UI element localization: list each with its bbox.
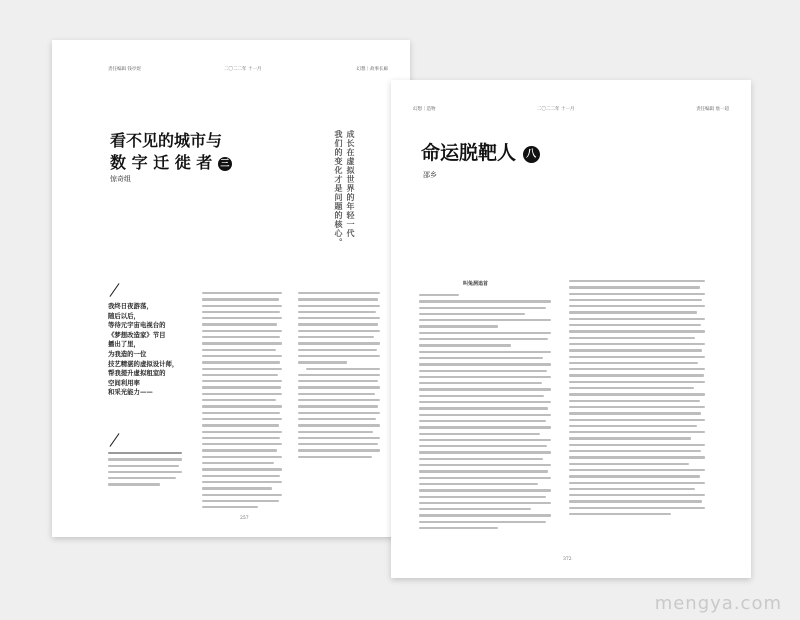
- pull-quote-line: 播出了里，: [108, 340, 140, 349]
- left-episode-badge: 三: [218, 157, 232, 171]
- left-header-date: 二〇二二年 十一月: [224, 67, 262, 72]
- left-title-text: 数 字 迁 徙 者: [110, 153, 213, 172]
- right-header-date: 二〇二二年 十一月: [537, 107, 575, 112]
- right-section-title: 叫兔洞追首: [463, 281, 489, 287]
- pull-quote-line: 我终日夜游荡，: [108, 302, 153, 310]
- left-body-column-1: [202, 292, 282, 512]
- left-body-column-2: [298, 292, 380, 462]
- left-title-line-1: 看不见的城市与: [110, 131, 223, 150]
- right-header-editor: 责任编辑 詹一超: [696, 107, 729, 112]
- right-title: [421, 138, 540, 165]
- right-title-text: 命运脱靶人: [421, 142, 517, 164]
- left-header-section: 幻想｜故事长廊: [356, 67, 388, 72]
- right-header-section: 幻想｜造物: [413, 107, 436, 112]
- pull-quote-line: 等待元宇宙电视台的: [108, 321, 166, 330]
- right-body-column-1: [419, 294, 551, 533]
- pull-quote-slash: [110, 283, 120, 297]
- note-slash: [110, 433, 120, 447]
- right-body-column-2: [569, 280, 705, 519]
- pull-quote-line: 《梦想改造家》节目: [108, 330, 166, 339]
- pull-quote-line: 帮我提升虚拟租室的: [108, 369, 166, 378]
- left-header-editor: 责任编辑 钱亭煜: [108, 67, 141, 72]
- vertical-quote-1: 成长在虚拟世界的年轻一代: [346, 130, 356, 238]
- pull-quote: [108, 302, 178, 398]
- pull-quote-line: 空间利用率: [108, 378, 140, 387]
- left-author: 惊奇组: [110, 175, 131, 183]
- author-note: [108, 452, 182, 490]
- right-author: 邵乡: [423, 171, 437, 179]
- pull-quote-line: 为我造的一位: [108, 349, 147, 358]
- left-title-line-2: [110, 150, 232, 173]
- left-page: [52, 40, 410, 537]
- right-page: [391, 80, 751, 578]
- right-page-number: 372: [563, 557, 572, 562]
- vertical-quote-2: 我们的变化才是问题的核心。: [334, 130, 344, 247]
- right-episode-badge: 八: [523, 146, 540, 163]
- pull-quote-line: 随后以后，: [108, 311, 140, 320]
- pull-quote-line: 技艺精湛的虚拟设计师，: [108, 359, 179, 368]
- pull-quote-line: 和采光能力——: [108, 388, 153, 397]
- watermark: mengya.com: [654, 593, 782, 614]
- left-page-number: 257: [240, 516, 249, 521]
